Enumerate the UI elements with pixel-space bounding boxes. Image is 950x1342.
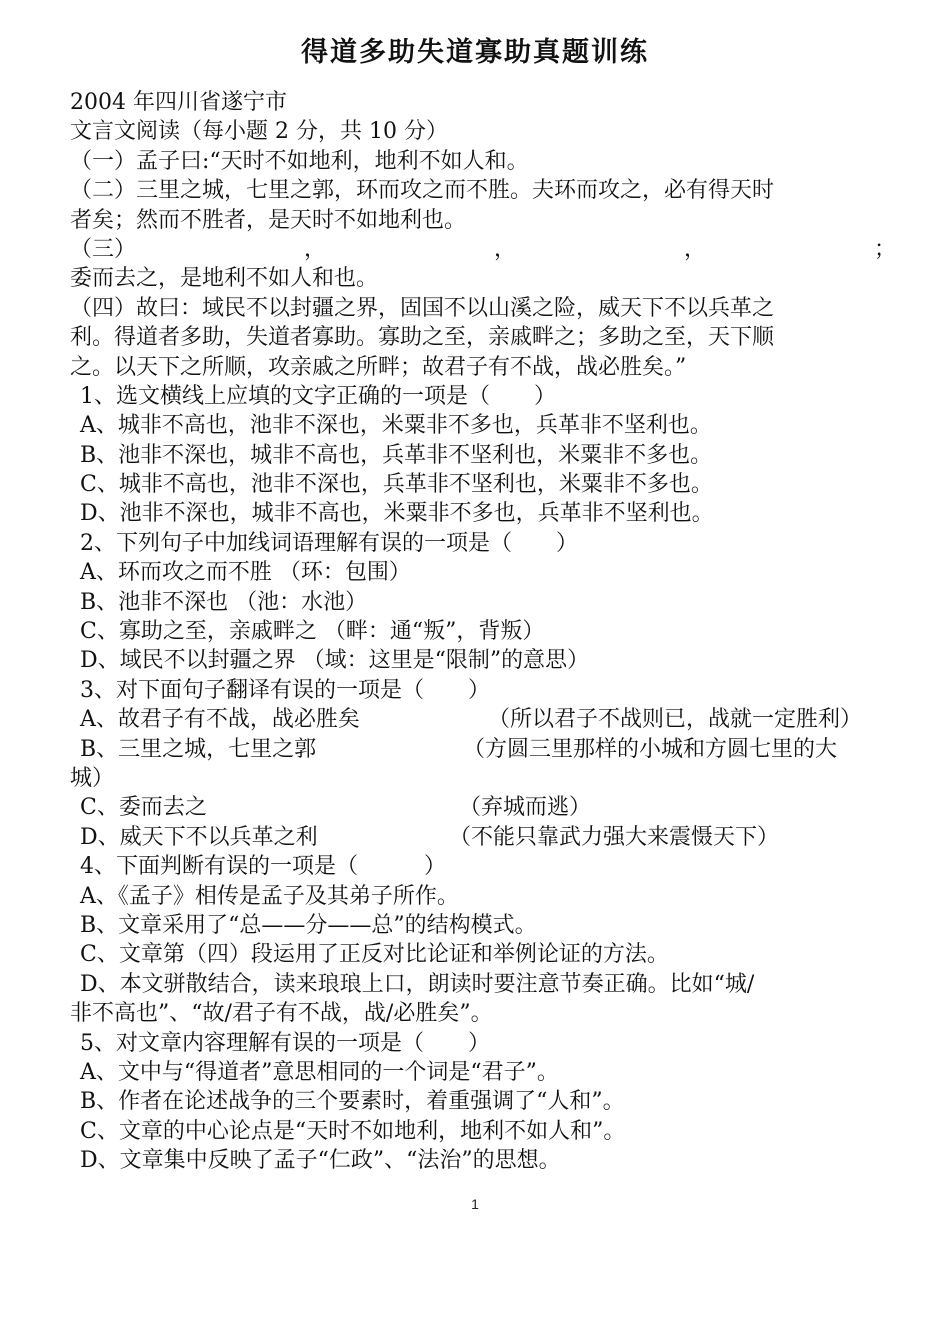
passage-paragraph-1: （一）孟子曰:“天时不如地利，地利不如人和。 [70, 148, 529, 174]
question-3-option-c [70, 793, 896, 822]
question-4-option-a: A、《孟子》相传是孟子及其弟子所作。 [80, 883, 459, 909]
question-1-option-d: D、池非不深也，城非不高也，米粟非不多也，兵革非不坚利也。 [80, 501, 714, 527]
question-4-option-c: C、文章第（四）段运用了正反对比论证和举例论证的方法。 [80, 942, 669, 968]
question-4-option-b: B、文章采用了“总——分——总”的结构模式。 [80, 912, 537, 938]
passage-paragraph-4-line-2: 利。得道者多助，失道者寡助。寡助之至，亲戚畔之；多助之至，天下顺 [70, 325, 775, 351]
question-4-option-d-line-1: D、本文骈散结合，读来琅琅上口，朗读时要注意节奏正确。比如“城/ [80, 971, 755, 997]
question-3-option-d-note: （不能只靠武力强大来震慑天下） [449, 824, 780, 850]
question-3-option-c-note: （弃城而逃） [459, 795, 592, 821]
question-2-option-a: A、环而攻之而不胜 （环：包围） [80, 560, 411, 586]
question-3-option-a-text: A、故君子有不战，战必胜矣 [80, 707, 360, 733]
question-2-option-b: B、池非不深也 （池：水池） [80, 589, 368, 615]
question-3-option-a-note: （所以君子不战则已，战就一定胜利） [488, 707, 863, 733]
passage-paragraph-2-line-1: （二）三里之城，七里之郭，环而攻之而不胜。夫环而攻之，必有得天时 [70, 178, 775, 204]
question-1-stem: 1、选文横线上应填的文字正确的一项是（ ） [80, 383, 556, 409]
question-3-option-d [70, 823, 896, 852]
question-2-stem: 2、下列句子中加线词语理解有误的一项是（ ） [80, 530, 578, 556]
question-4-stem: 4、下面判断有误的一项是（ ） [80, 854, 446, 880]
blank-comma-2: ， [493, 236, 516, 262]
question-3-option-b-text: B、三里之城，七里之郭 [80, 736, 317, 762]
question-2-option-c: C、寡助之至，亲戚畔之 （畔：通“叛”，背叛） [80, 619, 545, 645]
question-4-option-d-line-2: 非不高也”、“故/君子有不战，战/必胜矣”。 [70, 1001, 493, 1027]
question-1-option-b: B、池非不深也，城非不高也，兵革非不坚利也，米粟非不多也。 [80, 442, 713, 468]
passage-paragraph-4-line-3: 之。以天下之所顺，攻亲戚之所畔；故君子有不战，战必胜矣。” [70, 354, 687, 380]
question-1-option-c: C、城非不高也，池非不深也，兵革非不坚利也，米粟非不多也。 [80, 472, 713, 498]
question-1-option-a: A、城非不高也，池非不深也，米粟非不多也，兵革非不坚利也。 [80, 413, 712, 439]
question-3-option-d-text: D、威天下不以兵革之利 [80, 824, 318, 850]
question-3-stem: 3、对下面句子翻译有误的一项是（ ） [80, 677, 490, 703]
question-3-option-c-text: C、委而去之 [80, 795, 207, 821]
question-5-option-c: C、文章的中心论点是“天时不如地利，地利不如人和”。 [80, 1118, 626, 1144]
question-5-option-b: B、作者在论述战争的三个要素时，着重强调了“人和”。 [80, 1089, 625, 1115]
question-5-option-d: D、文章集中反映了孟子“仁政”、“法治”的思想。 [80, 1148, 561, 1174]
blank-lead: （三） [70, 236, 137, 262]
page-number: 1 [471, 1196, 479, 1212]
passage-paragraph-3-blanks [70, 235, 896, 264]
blank-comma-1: ， [303, 236, 326, 262]
document-title: 得道多助失道寡助真题训练 [301, 37, 649, 68]
question-5-stem: 5、对文章内容理解有误的一项是（ ） [80, 1030, 490, 1056]
question-3-option-b [70, 735, 896, 764]
passage-paragraph-3-line-2: 委而去之，是地利不如人和也。 [70, 266, 379, 292]
passage-paragraph-4-line-1: （四）故曰：域民不以封疆之界，固国不以山溪之险，威天下不以兵革之 [70, 295, 775, 321]
blank-comma-3: ， [683, 236, 706, 262]
passage-paragraph-2-line-2: 者矣；然而不胜者，是天时不如地利也。 [70, 207, 467, 233]
source-line: 2004 年四川省遂宁市 [70, 90, 287, 115]
question-2-option-d: D、域民不以封疆之界 （域：这里是“限制”的意思） [80, 648, 590, 674]
section-heading: 文言文阅读（每小题 2 分，共 10 分） [70, 119, 448, 145]
document-body [70, 88, 896, 1175]
question-3-option-a [70, 705, 896, 734]
question-5-option-a: A、文中与“得道者”意思相同的一个词是“君子”。 [80, 1059, 559, 1085]
question-3-option-b-note: （方圆三里那样的小城和方圆七里的大 [463, 736, 838, 762]
question-3-option-b-continued: 城） [70, 765, 115, 791]
blank-semicolon: ； [873, 236, 896, 262]
